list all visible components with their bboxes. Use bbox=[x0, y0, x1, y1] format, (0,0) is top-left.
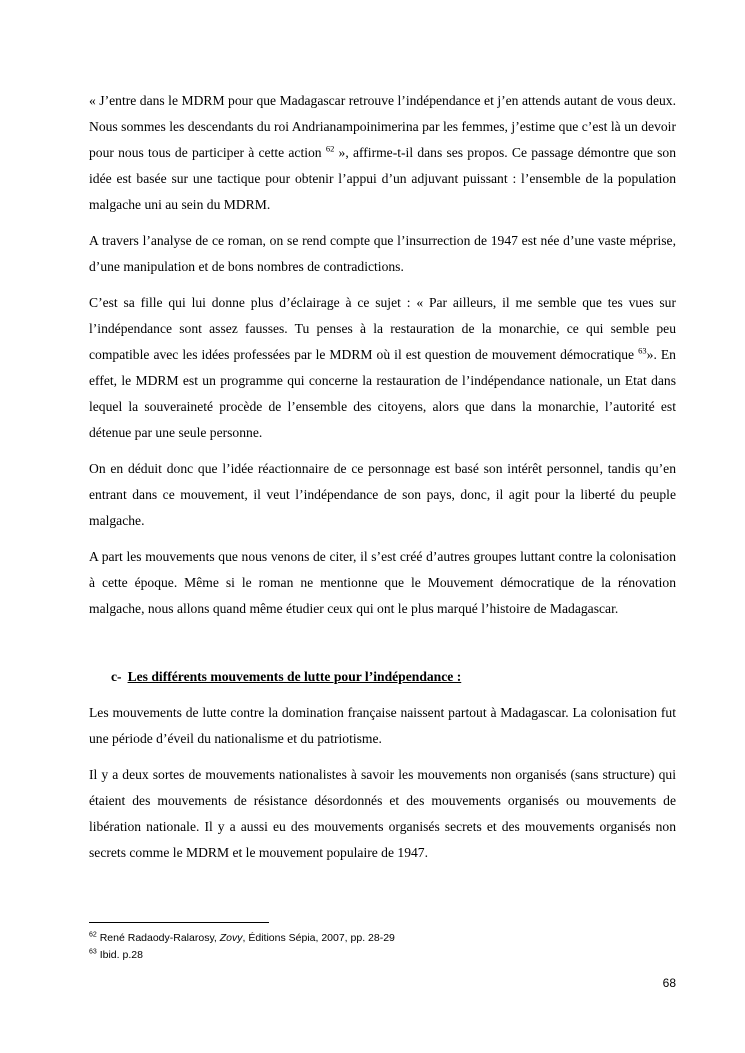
footnote-ref-63[interactable]: 63 bbox=[638, 345, 647, 356]
paragraph-2: A travers l’analyse de ce roman, on se rend compte que l’insurrection de 1947 est née d’une vaste méprise, d’une manipulation et de bons nombres de contradictions. bbox=[89, 233, 676, 274]
footnote-text: , Éditions Sépia, 2007, pp. 28-29 bbox=[242, 932, 395, 944]
paragraph-5: A part les mouvements que nous venons de citer, il s’est créé d’autres groupes luttant contre la colonisation à cette époque. Même si le roman ne mentionne que le Mouvement démocratique de la rénovation malgache, nous allons quand même étudier ceux qui ont le plus marqué l’histoire de Madagascar. bbox=[89, 549, 676, 616]
footnote-ref-62[interactable]: 62 bbox=[325, 143, 335, 154]
footnote-number: 62 bbox=[89, 931, 97, 939]
footnote-book-title: Zovy bbox=[219, 932, 243, 944]
paragraph-1 bbox=[89, 88, 676, 218]
section-title: Les différents mouvements de lutte pour l’indépendance : bbox=[127, 669, 462, 684]
footnote-63 bbox=[89, 947, 676, 964]
body-text bbox=[89, 88, 676, 876]
footnote-text: Ibid. p.28 bbox=[99, 949, 143, 961]
footnote-number: 63 bbox=[89, 948, 97, 956]
page-number: 68 bbox=[662, 976, 676, 990]
footnote-62 bbox=[89, 930, 676, 947]
paragraph-4: On en déduit donc que l’idée réactionnaire de ce personnage est basé son intérêt personnel, tandis qu’en entrant dans ce mouvement, il veut l’indépendance de son pays, donc, il agit pour la liberté du peuple malgache. bbox=[89, 461, 676, 528]
section-marker: c- bbox=[111, 669, 122, 684]
paragraph-1-text-a: « J’entre dans le MDRM pour que Madagascar retrouve l’indépendance et j’en attends autant de vous deux. Nous sommes les descendants du roi Andrianampoinimerina par les femmes, j’estime que c’est là un devoir pour nous tous de participer à cette action bbox=[89, 93, 676, 160]
paragraph-1-text-b: », affirme-t-il dans ses propos. Ce passage démontre que son idée est basée sur une tactique pour obtenir l’appui d’un adjuvant puissant : l’ensemble de la population malgache uni au sein du MDRM. bbox=[89, 145, 676, 212]
footnote-text: René Radaody-Ralarosy, bbox=[99, 932, 220, 944]
paragraph-3-text-a: C’est sa fille qui lui donne plus d’éclairage à ce sujet : « Par ailleurs, il me semble que tes vues sur l’indépendance sont assez fausses. Tu penses à la restauration de la monarchie, ce qui semble peu compatible avec les idées professées par le MDRM où il est question de mouvement démocratique bbox=[89, 295, 676, 362]
section-paragraph-2: Il y a deux sortes de mouvements nationalistes à savoir les mouvements non organisés (sans structure) qui étaient des mouvements de résistance désordonnés et des mouvements organisés ou mouvements de libération nationale. Il y a aussi eu des mouvements organisés secrets et des mouvements organisés non secrets comme le MDRM et le mouvement populaire de 1947. bbox=[89, 767, 676, 860]
footnotes bbox=[89, 930, 676, 964]
footnote-separator bbox=[89, 922, 269, 923]
section-heading bbox=[111, 664, 676, 690]
paragraph-3-text-b: ». En effet, le MDRM est un programme qui concerne la restauration de l’indépendance nationale, un Etat dans lequel la souveraineté procède de l’ensemble des citoyens, alors que dans la monarchie, l’autorité est détenue par une seule personne. bbox=[89, 347, 676, 440]
paragraph-3 bbox=[89, 290, 676, 446]
section-paragraph-1: Les mouvements de lutte contre la domination française naissent partout à Madagascar. La colonisation fut une période d’éveil du nationalisme et du patriotisme. bbox=[89, 705, 676, 746]
